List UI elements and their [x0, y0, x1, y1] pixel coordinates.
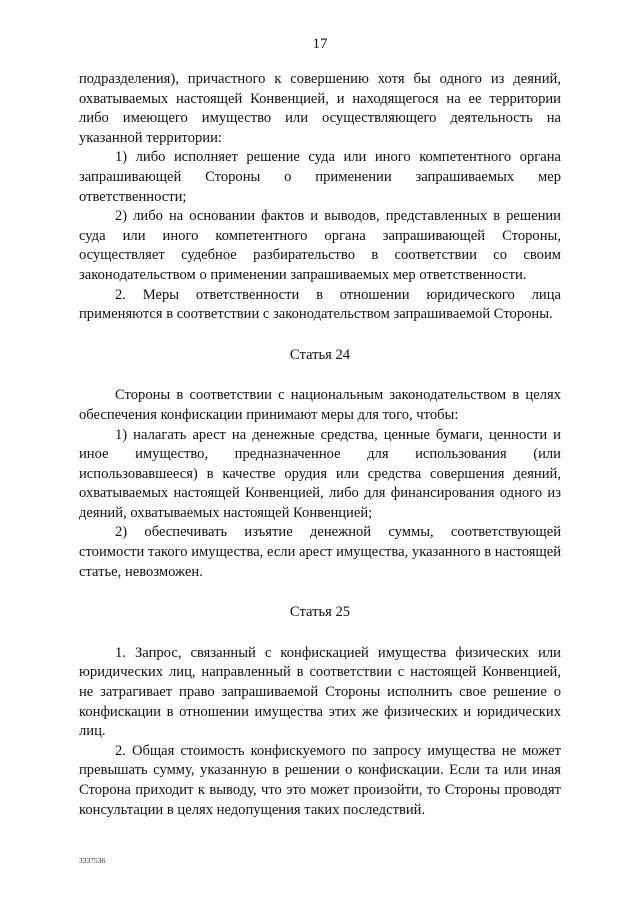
paragraph: Стороны в соответствии с национальным законодательством в целях обеспечения конфискации принимают меры для того, чтобы: [79, 387, 561, 423]
paragraph: 2. Меры ответственности в отношении юридического лица применяются в соответствии с законодательством запрашиваемой Стороны. [79, 286, 561, 323]
article-25-heading: Статья 25 [289, 604, 351, 621]
paragraph: 1) либо исполняет решение суда или иного компетентного органа запрашивающей Стороны о применении запрашиваемых мер ответственности; [79, 149, 561, 205]
paragraph: 1. Запрос, связанный с конфискацией имущества физических или юридических лиц, направленный в соответствии с настоящей Конвенцией, не затрагивает право запрашиваемой Стороны исполнить свое решение о конфискации в отношении имущества этих же физических и юридических лиц. [79, 644, 561, 740]
document-code: 3337536 [79, 856, 106, 865]
paragraph: 1) налагать арест на денежные средства, ценные бумаги, ценности и иное имущество, предназначенное для использования (или использовавшееся) в качестве орудия или средства совершения деяний, охватываемых настоящей Конвенцией, либо для финансирования одного из деяний, охватываемых настоящей Конвенцией; [79, 426, 561, 521]
paragraph: 2. Общая стоимость конфискуемого по запросу имущества не может превышать сумму, указанную в решении о конфискации. Если та или иная Сторона приходит к выводу, что это может произойти, то Стороны проводят консультации в целях недопущения таких последствий. [79, 742, 561, 818]
paragraph: 2) либо на основании фактов и выводов, представленных в решении суда или иного компетентного органа запрашивающей Стороны, осуществляет судебное разбирательство в соответствии со своим законодательством о применении запрашиваемых мер ответственности. [79, 208, 561, 283]
page-number: 17 [312, 36, 328, 52]
article-24-heading: Статья 24 [289, 346, 351, 363]
paragraph: 2) обеспечивать изъятие денежной суммы, соответствующей стоимости такого имущества, если арест имущества, указанного в настоящей статье, невозможен. [79, 524, 562, 580]
paragraph: подразделения), причастного к совершению хотя бы одного из деяний, охватываемых настоящей Конвенцией, и находящегося на ее территории либо имеющего имущество или осуществляющего деятельность на указанной территории: [79, 71, 561, 146]
document-body [79, 70, 561, 820]
